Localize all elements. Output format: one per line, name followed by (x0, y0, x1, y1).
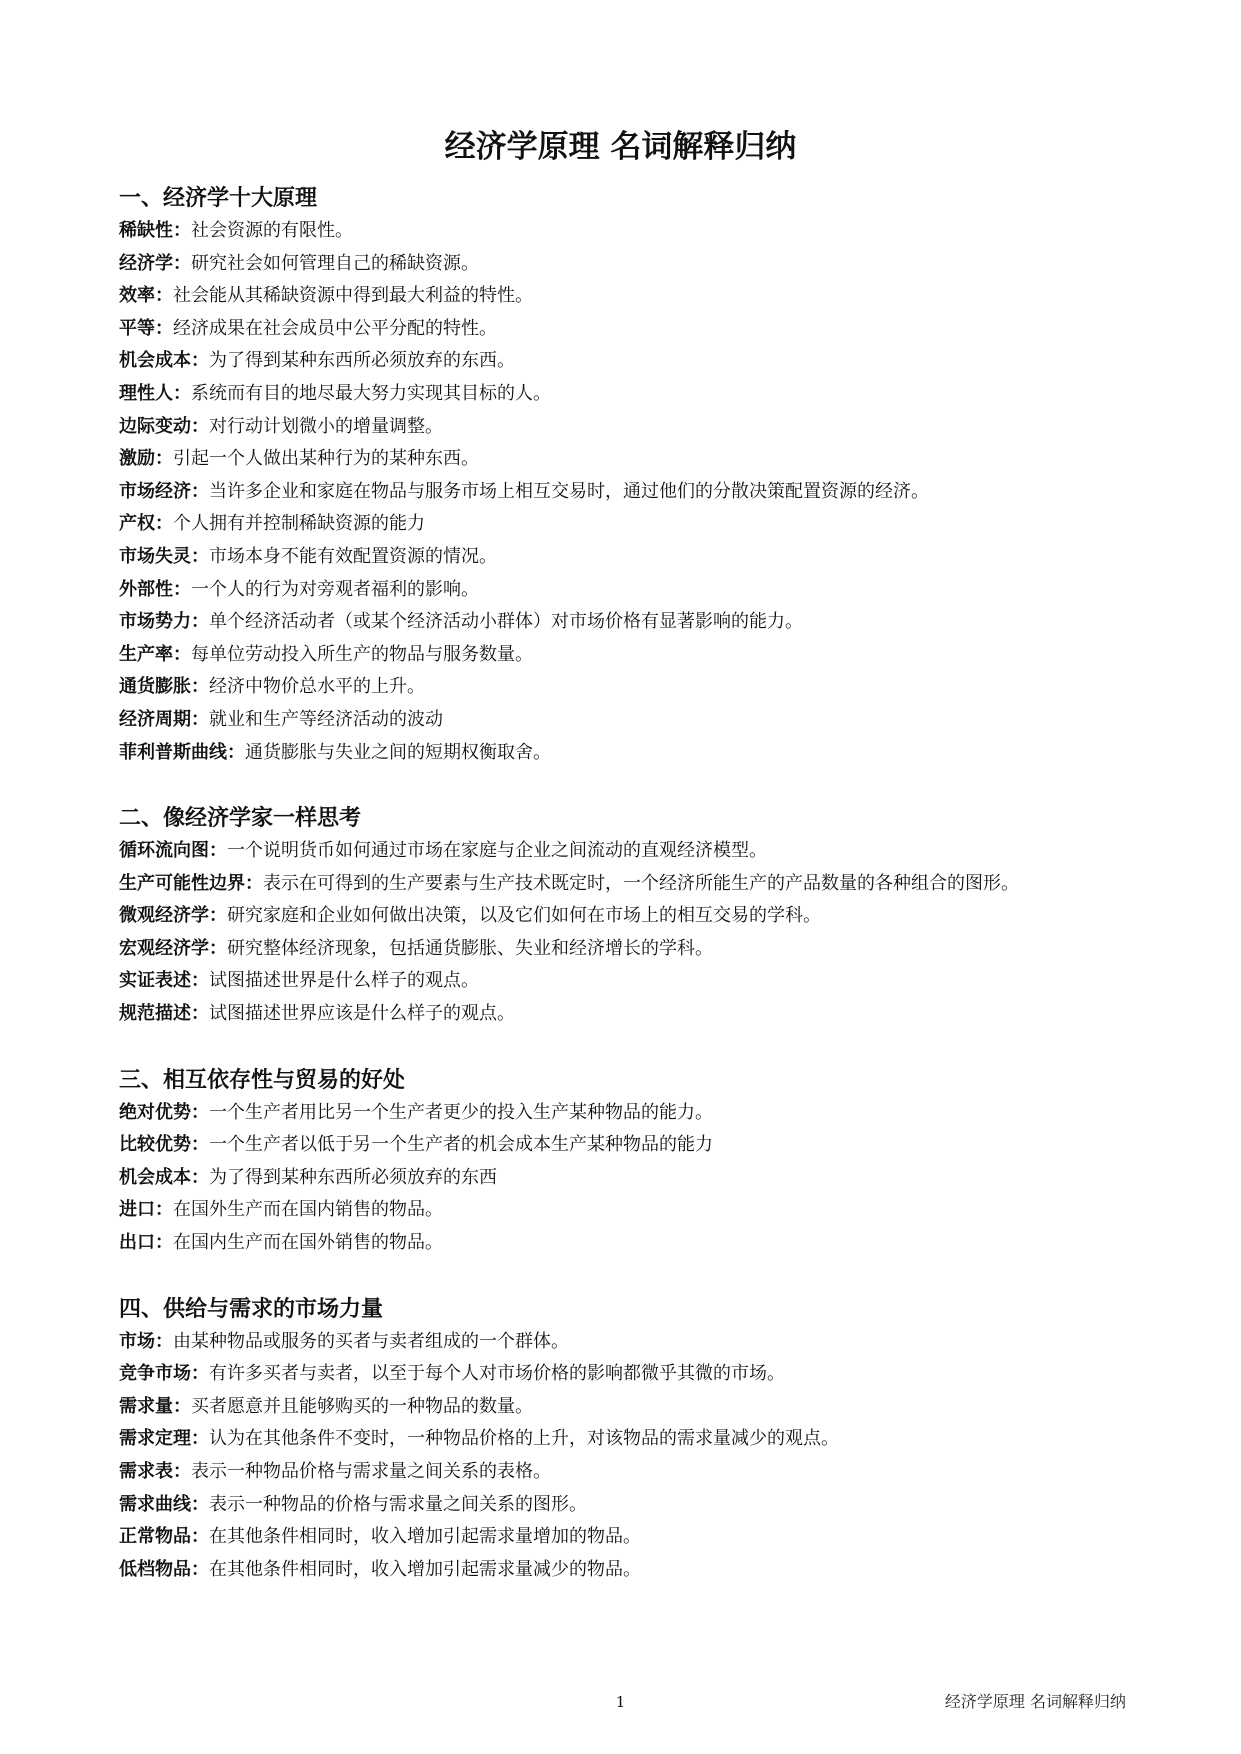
glossary-term: 正常物品： (119, 1526, 209, 1548)
glossary-definition: 单个经济活动者（或某个经济活动小群体）对市场价格有显著影响的能力。 (209, 611, 803, 633)
glossary-entry (119, 378, 1131, 411)
glossary-definition: 试图描述世界应该是什么样子的观点。 (209, 1003, 515, 1025)
glossary-entry (119, 900, 1131, 933)
glossary-term: 生产率： (119, 643, 191, 665)
glossary-definition: 认为在其他条件不变时，一种物品价格的上升，对该物品的需求量减少的观点。 (209, 1428, 839, 1450)
glossary-entry (119, 671, 1131, 704)
glossary-term: 低档物品： (119, 1558, 209, 1580)
glossary-entry (119, 1391, 1131, 1424)
document-title: 经济学原理 名词解释归纳 (444, 129, 797, 165)
glossary-definition: 就业和生产等经济活动的波动 (209, 708, 443, 730)
glossary-entry (119, 835, 1131, 868)
section-heading: 四、供给与需求的市场力量 (119, 1296, 384, 1322)
section-heading: 三、相互依存性与贸易的好处 (119, 1067, 406, 1093)
glossary-entry (119, 443, 1131, 476)
glossary-entry (119, 1097, 1131, 1130)
glossary-definition: 社会资源的有限性。 (191, 220, 353, 241)
glossary-definition: 为了得到某种东西所必须放弃的东西 (209, 1166, 497, 1188)
glossary-entry (119, 1326, 1131, 1359)
glossary-entry (119, 313, 1131, 346)
glossary-term: 经济周期： (119, 708, 209, 730)
glossary-term: 需求定理： (119, 1428, 209, 1450)
glossary-definition: 表示一种物品的价格与需求量之间关系的图形。 (209, 1493, 587, 1515)
glossary-entry (119, 280, 1131, 313)
document-body (119, 183, 1131, 1586)
glossary-term: 规范描述： (119, 1003, 209, 1025)
section (119, 183, 1131, 769)
glossary-definition: 经济成果在社会成员中公平分配的特性。 (173, 317, 497, 339)
glossary-definition: 一个生产者以低于另一个生产者的机会成本生产某种物品的能力 (209, 1134, 713, 1156)
glossary-entry (119, 248, 1131, 281)
glossary-entry (119, 345, 1131, 378)
glossary-term: 需求曲线： (119, 1493, 209, 1515)
section-heading: 二、像经济学家一样思考 (119, 806, 362, 832)
glossary-definition: 在国内生产而在国外销售的物品。 (173, 1232, 443, 1254)
glossary-definition: 有许多买者与卖者，以至于每个人对市场价格的影响都微乎其微的市场。 (209, 1363, 785, 1385)
section (119, 1294, 1131, 1587)
glossary-entry (119, 965, 1131, 998)
section-heading: 一、经济学十大原理 (119, 186, 318, 211)
glossary-entry (119, 1521, 1131, 1554)
glossary-entry (119, 1489, 1131, 1522)
glossary-term: 市场失灵： (119, 545, 209, 567)
glossary-definition: 社会能从其稀缺资源中得到最大利益的特性。 (173, 285, 533, 307)
glossary-entry (119, 1358, 1131, 1391)
glossary-term: 经济学： (119, 252, 191, 274)
glossary-term: 循环流向图： (119, 840, 227, 862)
glossary-entry (119, 606, 1131, 639)
glossary-entry (119, 541, 1131, 574)
glossary-term: 需求量： (119, 1395, 191, 1417)
glossary-entry (119, 1162, 1131, 1195)
glossary-term: 绝对优势： (119, 1101, 209, 1123)
glossary-entry (119, 1227, 1131, 1260)
glossary-term: 机会成本： (119, 350, 209, 372)
glossary-definition: 表示一种物品价格与需求量之间关系的表格。 (191, 1461, 551, 1482)
glossary-term: 稀缺性： (119, 220, 191, 241)
glossary-term: 机会成本： (119, 1166, 209, 1188)
glossary-term: 生产可能性边界： (119, 872, 263, 894)
glossary-definition: 一个人的行为对旁观者福利的影响。 (191, 578, 479, 600)
glossary-term: 平等： (119, 317, 173, 339)
glossary-entry (119, 215, 1131, 248)
glossary-entry (119, 1194, 1131, 1227)
glossary-definition: 表示在可得到的生产要素与生产技术既定时，一个经济所能生产的产品数量的各种组合的图形。 (263, 872, 1019, 894)
glossary-term: 理性人： (119, 382, 191, 404)
section (119, 1065, 1131, 1260)
glossary-entry (119, 411, 1131, 444)
glossary-entry (119, 704, 1131, 737)
glossary-term: 竞争市场： (119, 1363, 209, 1385)
glossary-definition: 市场本身不能有效配置资源的情况。 (209, 545, 497, 567)
glossary-entry (119, 1554, 1131, 1587)
glossary-definition: 当许多企业和家庭在物品与服务市场上相互交易时，通过他们的分散决策配置资源的经济。 (209, 480, 929, 502)
glossary-definition: 在其他条件相同时，收入增加引起需求量减少的物品。 (209, 1558, 641, 1580)
glossary-term: 微观经济学： (119, 905, 227, 927)
glossary-term: 比较优势： (119, 1134, 209, 1156)
glossary-definition: 一个生产者用比另一个生产者更少的投入生产某种物品的能力。 (209, 1101, 713, 1123)
glossary-term: 市场势力： (119, 611, 209, 633)
glossary-definition: 对行动计划微小的增量调整。 (209, 415, 443, 437)
glossary-term: 激励： (119, 448, 173, 470)
glossary-definition: 经济中物价总水平的上升。 (209, 676, 425, 698)
glossary-definition: 每单位劳动投入所生产的物品与服务数量。 (191, 643, 533, 665)
glossary-term: 边际变动： (119, 415, 209, 437)
glossary-entry (119, 933, 1131, 966)
glossary-term: 宏观经济学： (119, 937, 227, 959)
glossary-entry (119, 508, 1131, 541)
glossary-definition: 研究整体经济现象，包括通货膨胀、失业和经济增长的学科。 (227, 937, 713, 959)
glossary-term: 效率： (119, 285, 173, 307)
glossary-definition: 由某种物品或服务的买者与卖者组成的一个群体。 (173, 1330, 569, 1352)
glossary-entry (119, 998, 1131, 1031)
glossary-entry (119, 1423, 1131, 1456)
section (119, 803, 1131, 1031)
glossary-definition: 通货膨胀与失业之间的短期权衡取舍。 (245, 741, 551, 763)
glossary-term: 外部性： (119, 578, 191, 600)
page-number: 1 (615, 1693, 626, 1711)
glossary-term: 市场： (119, 1330, 173, 1352)
glossary-term: 菲利普斯曲线： (119, 741, 245, 763)
glossary-definition: 系统而有目的地尽最大努力实现其目标的人。 (191, 382, 551, 404)
glossary-term: 市场经济： (119, 480, 209, 502)
glossary-entry (119, 574, 1131, 607)
glossary-definition: 一个说明货币如何通过市场在家庭与企业之间流动的直观经济模型。 (227, 840, 767, 862)
glossary-definition: 为了得到某种东西所必须放弃的东西。 (209, 350, 515, 372)
glossary-definition: 个人拥有并控制稀缺资源的能力 (173, 513, 425, 535)
running-footer-title: 经济学原理 名词解释归纳 (944, 1692, 1126, 1711)
glossary-entry (119, 639, 1131, 672)
glossary-term: 通货膨胀： (119, 676, 209, 698)
glossary-term: 需求表： (119, 1461, 191, 1482)
glossary-definition: 研究家庭和企业如何做出决策，以及它们如何在市场上的相互交易的学科。 (227, 905, 821, 927)
glossary-definition: 引起一个人做出某种行为的某种东西。 (173, 448, 479, 470)
glossary-entry (119, 737, 1131, 770)
glossary-term: 出口： (119, 1232, 173, 1254)
glossary-entry (119, 1456, 1131, 1489)
glossary-definition: 试图描述世界是什么样子的观点。 (209, 970, 479, 992)
glossary-term: 实证表述： (119, 970, 209, 992)
glossary-term: 产权： (119, 513, 173, 535)
glossary-definition: 研究社会如何管理自己的稀缺资源。 (191, 252, 479, 274)
glossary-definition: 在国外生产而在国内销售的物品。 (173, 1199, 443, 1221)
glossary-entry (119, 868, 1131, 901)
glossary-entry (119, 1129, 1131, 1162)
glossary-entry (119, 476, 1131, 509)
glossary-term: 进口： (119, 1199, 173, 1221)
glossary-definition: 在其他条件相同时，收入增加引起需求量增加的物品。 (209, 1526, 641, 1548)
glossary-definition: 买者愿意并且能够购买的一种物品的数量。 (191, 1395, 533, 1417)
